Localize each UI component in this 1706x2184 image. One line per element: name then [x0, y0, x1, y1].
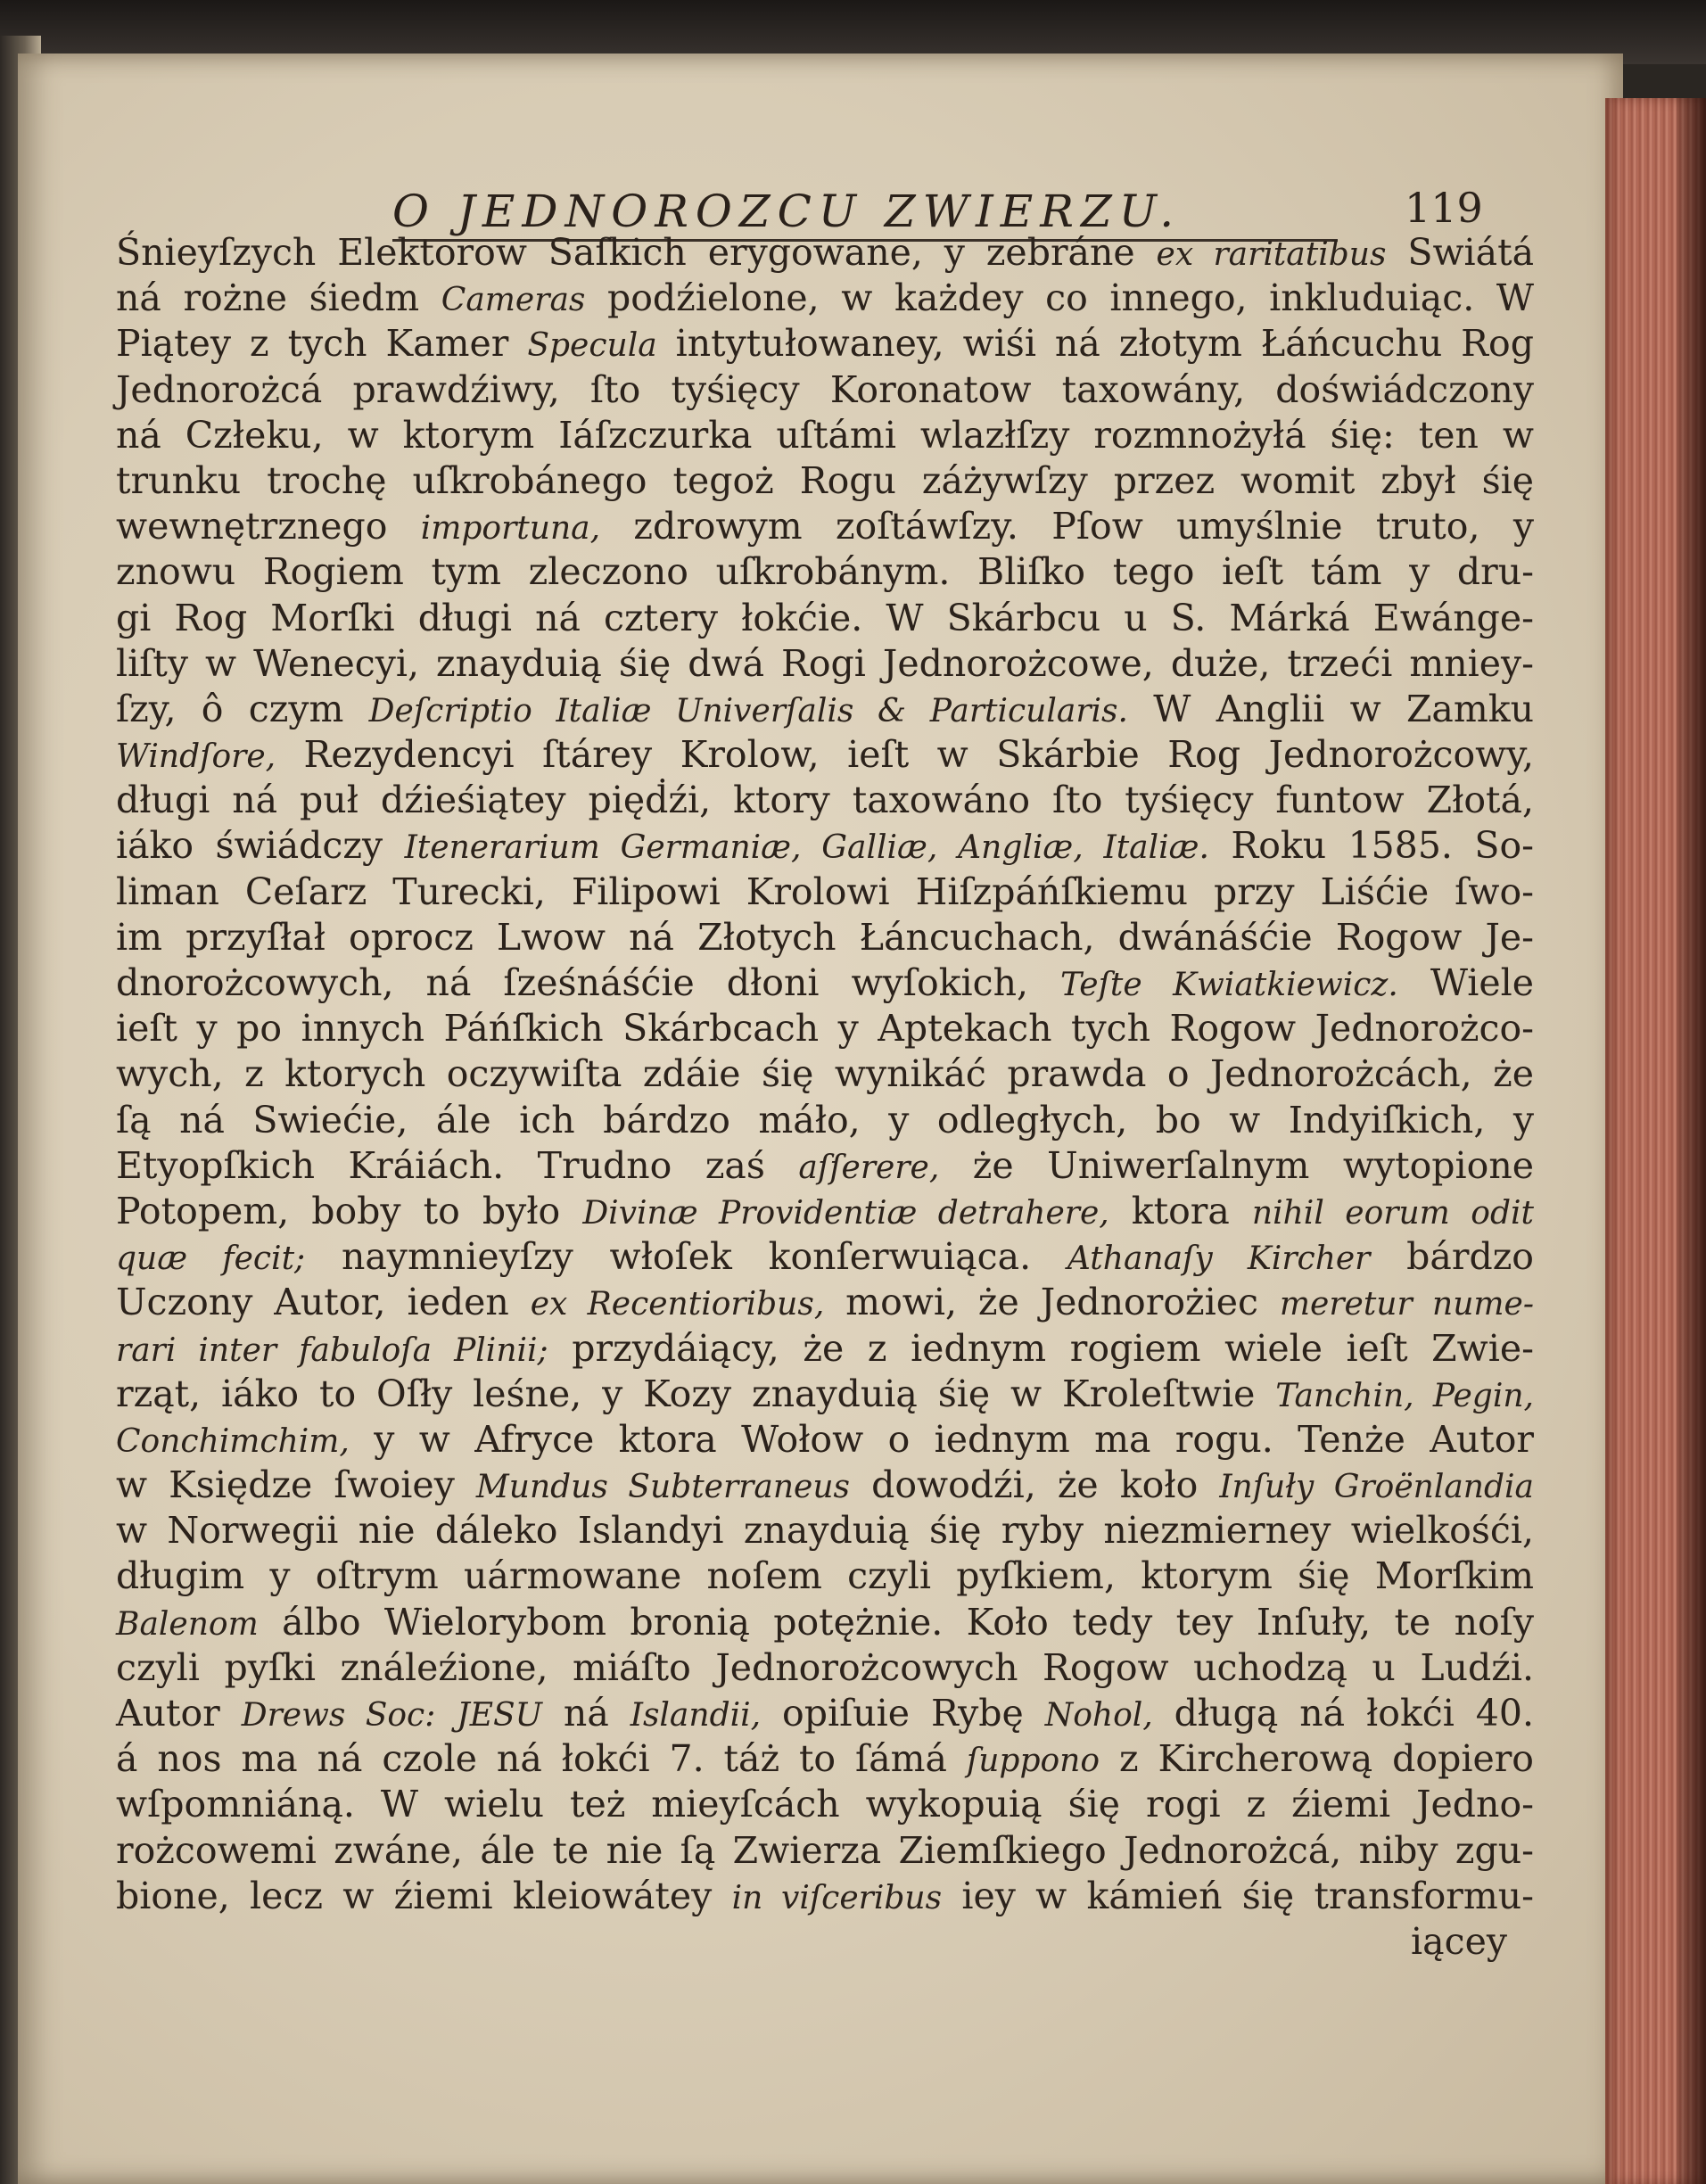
- text-span: bione, lecz w źiemi kleiowátey: [116, 1874, 732, 1917]
- text-span: bárdzo: [1370, 1235, 1534, 1279]
- italic-text: importuna,: [420, 510, 601, 548]
- text-span: y w Afryce ktora Wołow o iednym ma rogu. Tenże Autor: [349, 1417, 1534, 1461]
- italic-text: Teſte Kwiatkiewicz.: [1060, 967, 1398, 1003]
- italic-text: Athanaſy Kircher: [1067, 1240, 1371, 1278]
- text-span: im przyſłał oprocz Lwow ná Złotych Łáncuchach, dwánáśćie Rogow Je-: [116, 915, 1534, 959]
- text-line: [116, 1143, 1534, 1189]
- text-span: álbo Wielorybom bronią potężnie. Koło tedy tey Inſuły, te noſy: [258, 1600, 1534, 1644]
- italic-text: Itenerarium Germaniæ, Galliæ, Angliæ, Italiæ.: [404, 829, 1209, 867]
- italic-text: Windſore,: [116, 738, 276, 776]
- text-line: [116, 778, 1534, 823]
- text-span: opiſuie Rybę: [761, 1692, 1045, 1735]
- italic-text: Tanchin, Pegin,: [1275, 1377, 1534, 1414]
- text-line: [116, 1189, 1534, 1234]
- text-line: [116, 1508, 1534, 1554]
- italic-text: Drews Soc:: [241, 1697, 436, 1734]
- text-span: liman Ceſarz Turecki, Filipowi Krolowi Hiſzpáńſkiemu przy Liśćie ſwo-: [116, 869, 1534, 913]
- text-span: w Księdze ſwoiey: [116, 1463, 476, 1507]
- text-span: intytułowaney, wiśi ná złotym Łáńcuchu Rog: [656, 322, 1534, 366]
- text-span: iey w kámień śię transformu-: [942, 1874, 1534, 1917]
- text-span: ktora: [1108, 1189, 1252, 1232]
- text-span: ná: [542, 1692, 630, 1735]
- text-line: [116, 732, 1534, 778]
- text-span: wych, z ktorych oczywiſta zdáie śię wynikáć prawda o Jednorożcách, że: [116, 1052, 1534, 1096]
- text-span: przydáiący, że z iednym rogiem wiele ieſt Zwie-: [548, 1326, 1534, 1370]
- text-span: wewnętrznego: [116, 505, 421, 548]
- italic-text: Balenom: [116, 1605, 259, 1643]
- text-span: podźielone, w każdey co innego, inkluduiąc. W: [585, 276, 1534, 320]
- text-span: Rezydencyi ſtárey Krolow, ieſt w Skárbie Rog Jednorożcowy,: [276, 733, 1534, 777]
- text-span: rząt, iáko to Oſły leśne, y Kozy znayduią śię w Kroleſtwie: [116, 1372, 1276, 1415]
- italic-text: Divinæ Providentiæ detrahere,: [582, 1194, 1109, 1232]
- text-span: Śnieyſzych Elektorow Saſkich erygowane, y zebráne: [116, 231, 1157, 274]
- text-line: [116, 869, 1534, 915]
- text-line: [116, 413, 1534, 458]
- text-line: [116, 1554, 1534, 1599]
- text-line: [116, 458, 1534, 504]
- text-line: [116, 1417, 1534, 1463]
- text-span: gi Rog Morſki długi ná cztery łokćie. W Skárbcu u S. Márká Ewánge-: [116, 596, 1534, 639]
- page-number: 119: [1405, 184, 1483, 232]
- text-span: czyli pyſki ználeźione, miáſto Jednorożcowych Rogow uchodzą u Ludźi.: [116, 1645, 1534, 1689]
- italic-text: ex Recentioribus,: [530, 1286, 825, 1323]
- text-line: [116, 1280, 1534, 1325]
- italic-text: Conchimchim,: [116, 1422, 350, 1460]
- text-span: ſzy, ô czym: [116, 687, 369, 730]
- italic-text: Inſuły Groënlandia: [1219, 1469, 1535, 1506]
- text-span: Jednorożcá prawdźiwy, ſto tyśięcy Koronatow taxowány, doświádczony: [116, 367, 1534, 411]
- running-title: O JEDNOROZCU ZWIERZU.: [392, 185, 1182, 237]
- text-span: Uczony Autor, ieden: [116, 1281, 531, 1324]
- text-span: naymnieyſzy włoſek konſerwuiąca.: [305, 1235, 1067, 1279]
- italic-text: rari inter fabuloſa Plinii;: [116, 1331, 548, 1369]
- body-text: [116, 230, 1534, 1965]
- italic-text: Islandii,: [630, 1697, 762, 1734]
- text-span: rożcowemi zwáne, ále te nie ſą Zwierza Ziemſkiego Jednorożcá, niby zgu-: [116, 1828, 1534, 1872]
- text-span: [435, 1692, 457, 1735]
- text-span: Roku 1585. So-: [1208, 824, 1534, 868]
- text-line: [116, 321, 1534, 367]
- italic-text: Specula: [527, 327, 657, 365]
- text-span: długą ná łokći 40.: [1152, 1692, 1534, 1735]
- text-span: długi ná puł dźieśiątey pięḋźi, ktory taxowáno ſto tyśięcy funtow Złotá,: [116, 779, 1534, 822]
- text-line: [116, 1645, 1534, 1691]
- text-span: Potopem, boby to było: [116, 1189, 583, 1232]
- italic-text: Nohol,: [1044, 1697, 1153, 1734]
- text-line: [116, 1600, 1534, 1645]
- text-span: z Kircherową dopiero: [1100, 1737, 1534, 1781]
- italic-text: meretur nume-: [1279, 1286, 1534, 1323]
- page-fore-edge-shadow: [1677, 98, 1706, 2184]
- italic-text: nihil eorum odit: [1251, 1194, 1534, 1232]
- text-span: dnorożcowych, ná ſześnáśćie dłoni wyſokich,: [116, 961, 1061, 1004]
- text-span: ná Człeku, w ktorym Iáſzczurka uſtámi wlazłſzy rozmnożyłá śię: ten w: [116, 413, 1534, 457]
- text-span: ieſt y po innych Páńſkich Skárbcach y Aptekach tych Rogow Jednorożco-: [116, 1007, 1534, 1051]
- text-span: Autor: [116, 1692, 242, 1735]
- italic-text: aſſerere,: [798, 1149, 940, 1186]
- text-span: znowu Rogiem tym zleczono uſkrobánym. Bliſko tego ieſt tám y dru-: [116, 550, 1534, 594]
- text-span: wſpomniáną. W wielu też mieyſcách wykopuią śię rogi z źiemi Jedno-: [116, 1783, 1534, 1826]
- text-span: Piątey z tych Kamer: [116, 322, 528, 366]
- text-line: [116, 1326, 1534, 1372]
- text-span: iáko świádczy: [116, 824, 405, 868]
- text-span: ná rożne śiedm: [116, 276, 441, 320]
- text-line: [116, 1691, 1534, 1736]
- text-line: [116, 960, 1534, 1006]
- text-span: W Anglii w Zamku: [1127, 687, 1535, 730]
- text-span: liſty w Wenecyi, znayduią śię dwá Rogi Jednorożcowe, duże, trzeći mniey-: [116, 641, 1534, 685]
- text-line: [116, 504, 1534, 549]
- text-line: [116, 1006, 1534, 1051]
- italic-text: in viſceribus: [731, 1879, 943, 1916]
- text-line: [116, 1051, 1534, 1097]
- italic-text: ſuppono: [966, 1743, 1100, 1780]
- text-span: długim y oſtrym uármowane noſem czyli pyſkiem, ktorym śię Morſkim: [116, 1554, 1534, 1598]
- text-line: [116, 1782, 1534, 1827]
- italic-text: JESU: [457, 1697, 542, 1734]
- text-line: [116, 276, 1534, 321]
- italic-text: Mundus Subterraneus: [475, 1469, 851, 1506]
- text-line: [116, 915, 1534, 960]
- italic-text: Cameras: [441, 282, 586, 319]
- text-line: [116, 1828, 1534, 1874]
- text-span: ſą ná Swiećie, ále ich bárdzo máło, y odległych, bo w Indyiſkich, y: [116, 1098, 1534, 1141]
- text-line: [116, 1463, 1534, 1508]
- text-line: [116, 1372, 1534, 1417]
- text-span: Wiele: [1397, 961, 1534, 1004]
- text-span: Swiátá: [1386, 231, 1535, 274]
- text-span: że Uniwerſalnym wytopione: [939, 1143, 1534, 1187]
- text-line: [116, 596, 1534, 641]
- text-line: [116, 823, 1534, 869]
- text-line: [116, 549, 1534, 595]
- italic-text: quæ fecit;: [116, 1240, 306, 1278]
- text-span: mowi, że Jednorożiec: [824, 1281, 1280, 1324]
- italic-text: ex raritatibus: [1156, 236, 1387, 273]
- text-line: [116, 687, 1534, 732]
- text-span: Etyopſkich Kráiách. Trudno zaś: [116, 1143, 799, 1187]
- text-span: w Norwegii nie dáleko Islandyi znayduią śię ryby niezmierney wielkośći,: [116, 1509, 1534, 1553]
- text-span: trunku trochę uſkrobánego tegoż Rogu záżywſzy przez womit zbył śię: [116, 458, 1534, 502]
- text-line: [116, 230, 1534, 276]
- text-line: [116, 1874, 1534, 1919]
- text-line: [116, 1098, 1534, 1143]
- text-line: [116, 641, 1534, 687]
- text-span: dowodźi, że koło: [850, 1463, 1220, 1507]
- italic-text: Deſcriptio Italiæ Univerſalis & Particularis.: [368, 692, 1128, 729]
- text-line: [116, 1919, 1534, 1965]
- text-span: iącey: [1411, 1919, 1507, 1963]
- text-span: á nos ma ná czole ná łokći 7. táż to ſámá: [116, 1737, 967, 1781]
- text-line: [116, 1234, 1534, 1280]
- text-line: [116, 1736, 1534, 1782]
- text-span: zdrowym zoſtáwſzy. Pſow umyślnie truto, y: [600, 505, 1534, 548]
- text-line: [116, 367, 1534, 413]
